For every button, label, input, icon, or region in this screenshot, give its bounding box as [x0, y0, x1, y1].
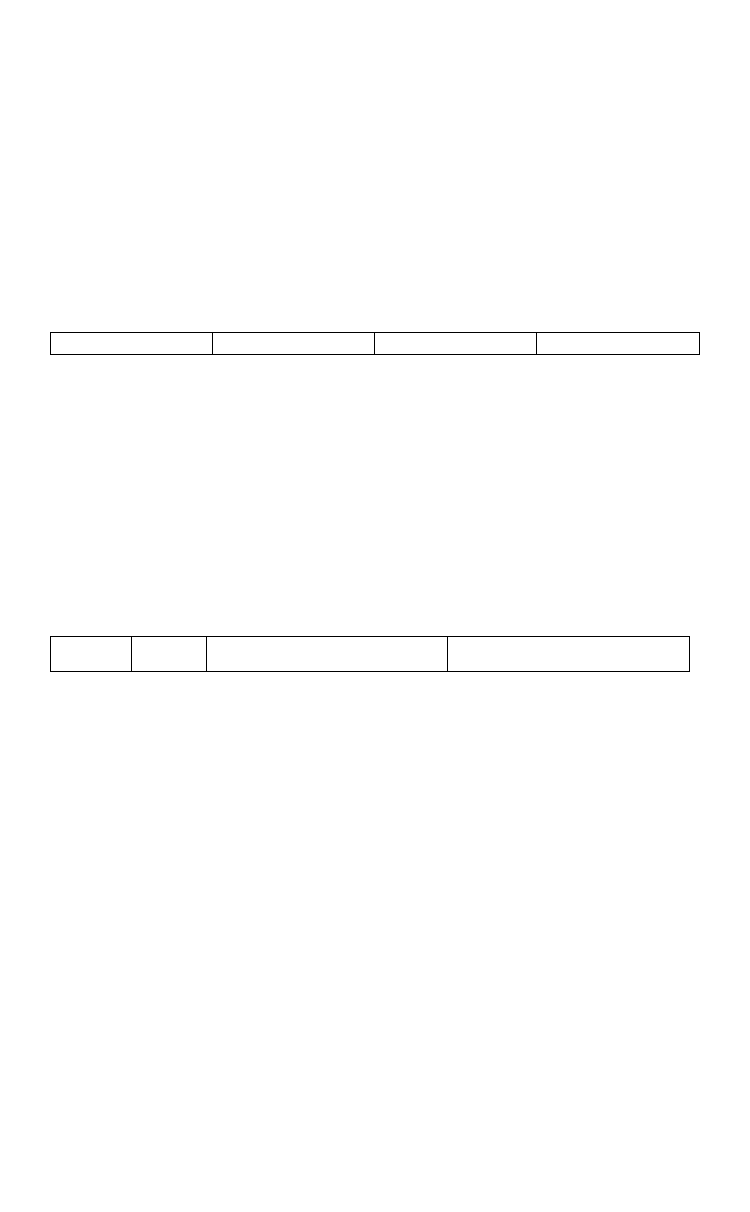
header-second-prize: [448, 637, 690, 672]
prize-header-count: [213, 333, 375, 355]
prize-header-level: [51, 333, 213, 355]
header-sales: [132, 637, 207, 672]
prize-header-row: [51, 333, 700, 355]
prize-header-per-bet: [375, 333, 537, 355]
prize-header-total: [537, 333, 700, 355]
province-sales-table: [50, 636, 690, 672]
header-province: [51, 637, 132, 672]
prize-table: [50, 332, 700, 355]
header-first-prize: [207, 637, 448, 672]
province-header-row: [51, 637, 690, 672]
